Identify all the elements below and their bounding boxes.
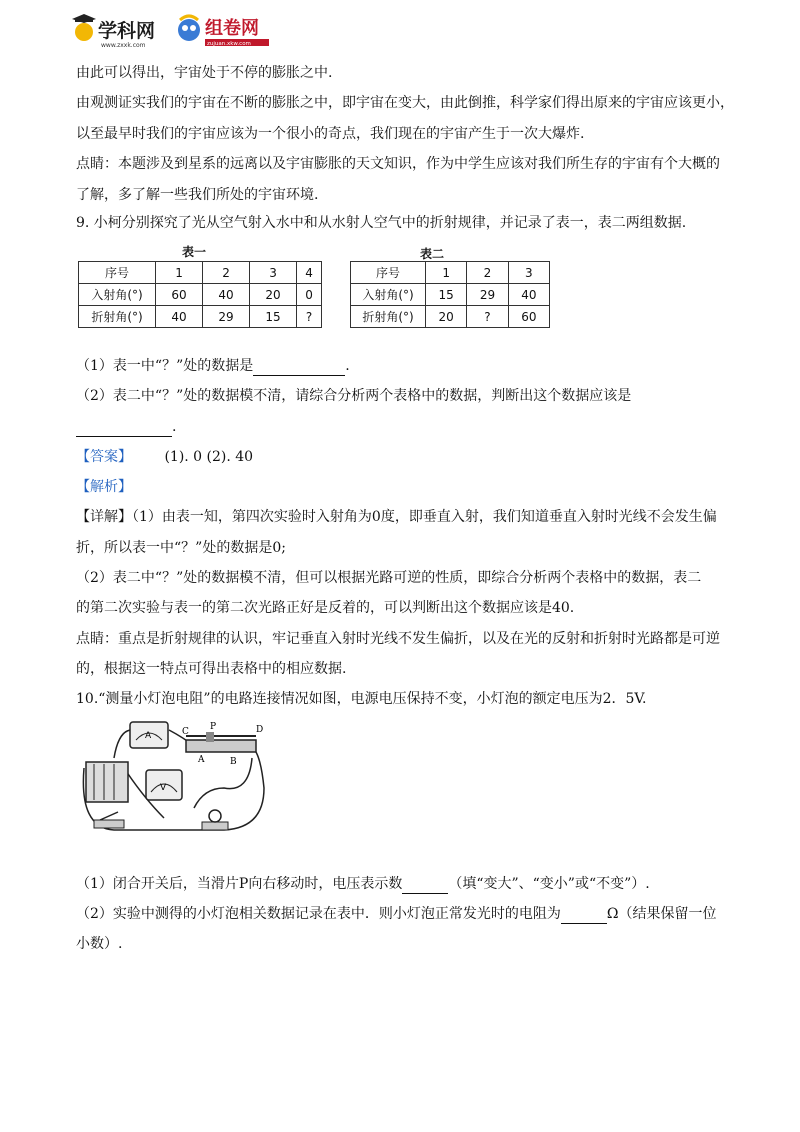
table-cell: 20 [250, 284, 297, 306]
table-cell: 0 [297, 284, 322, 306]
table-cell: 4 [297, 262, 322, 284]
bulb-icon [202, 810, 228, 830]
q10-1-end: （填“变大”、“变小”或“不变”）. [448, 876, 650, 892]
table-row [351, 306, 550, 328]
q10-2-end: Ω（结果保留一位 [606, 906, 717, 922]
table-cell: 15 [426, 284, 467, 306]
table-cell: 29 [203, 306, 250, 328]
table-cell: 1 [156, 262, 203, 284]
answer-line [76, 447, 253, 467]
text-line: 了解，多了解一些我们所处的宇宙环境. [76, 187, 319, 203]
table-row [79, 262, 322, 284]
table-2 [350, 261, 550, 328]
question-10-part-2 [76, 904, 717, 924]
detail-label: 【详解】 [76, 509, 132, 525]
text-line: 由此可以得出，宇宙处于不停的膨胀之中. [76, 65, 333, 81]
table-cell: 入射角(°) [79, 284, 156, 306]
question-9-part-2: （2）表二中“？”处的数据模不清，请综合分析两个表格中的数据，判断出这个数据应该是 [76, 388, 632, 404]
circuit-label: B [230, 757, 237, 767]
table-row [79, 306, 322, 328]
table-cell: 序号 [79, 262, 156, 284]
ammeter-icon [130, 722, 168, 748]
q10-1-text: （1）闭合开关后，当滑片P向右移动时，电压表示数 [76, 876, 403, 892]
text-line: 小数）. [76, 936, 123, 952]
answer-blank [253, 375, 345, 376]
answer-blank [402, 893, 448, 894]
zujuanwang-logo [175, 10, 295, 50]
circuit-label: D [256, 725, 264, 735]
logo1-text: 学科网 [98, 20, 156, 42]
table-cell: 入射角(°) [351, 284, 426, 306]
table-cell: 2 [467, 262, 508, 284]
table-cell: 15 [250, 306, 297, 328]
table-cell: 序号 [351, 262, 426, 284]
table-row [351, 262, 550, 284]
table-cell: 60 [156, 284, 203, 306]
q9-1-end: . [345, 358, 350, 374]
table-row [79, 284, 322, 306]
voltmeter-icon [146, 770, 182, 800]
detail-line [76, 507, 717, 527]
answer-label: 【答案】 [76, 449, 132, 465]
table-1 [78, 261, 322, 328]
switch-icon [94, 812, 124, 828]
logo1-sub: www.zxxk.com [101, 42, 146, 49]
table-cell: 折射角(°) [351, 306, 426, 328]
text-line: 以至最早时我们的宇宙应该为一个很小的奇点，我们现在的宇宙产生于一次大爆炸. [76, 126, 585, 142]
table1-caption: 表一 [182, 245, 207, 259]
answer-blank [561, 923, 607, 924]
question-9: 9. 小柯分别探究了光从空气射入水中和从水射人空气中的折射规律，并记录了表一，表二两组数据. [76, 215, 687, 231]
question-9-part-2-blank [76, 417, 176, 437]
question-9-part-1 [76, 356, 350, 376]
q9-1-text: （1）表一中“？”处的数据是 [76, 358, 254, 374]
table-cell: 40 [203, 284, 250, 306]
table-cell: 40 [508, 284, 549, 306]
table-cell: 2 [203, 262, 250, 284]
table-cell: 3 [508, 262, 549, 284]
circuit-label: A [145, 731, 152, 741]
table-cell: ? [467, 306, 508, 328]
circuit-label: V [160, 783, 167, 793]
text-line: 由观测证实我们的宇宙在不断的膨胀之中，即宇宙在变大，由此倒推，科学家们得出原来的宇宙应该更小， [76, 95, 734, 111]
text-line: 折，所以表一中“？”处的数据是0; [76, 540, 286, 556]
logo2-sub: zujuan.xkw.com [207, 41, 251, 47]
text-line: 的，根据这一特点可得出表格中的相应数据. [76, 661, 347, 677]
text-line: 的第二次实验与表一的第二次光路正好是反着的，可以判断出这个数据应该是40. [76, 600, 575, 616]
table-cell: 折射角(°) [79, 306, 156, 328]
q9-2-end: . [172, 419, 177, 435]
question-10-part-1 [76, 874, 650, 894]
detail-text: （1）由表一知，第四次实验时入射角为0度，即垂直入射，我们知道垂直入射时光线不会发生偏 [132, 509, 717, 525]
table-cell: ? [297, 306, 322, 328]
answer-blank [76, 436, 172, 437]
text-line: （2）表二中“？”处的数据模不清，但可以根据光路可逆的性质，即综合分析两个表格中的数据，表二 [76, 570, 702, 586]
xuekewang-logo [72, 10, 167, 50]
circuit-label: P [210, 722, 217, 732]
text-line: 点睛：本题涉及到星系的远离以及宇宙膨胀的天文知识，作为中学生应该对我们所生存的宇宙有个大概的 [76, 156, 720, 172]
page-header [72, 10, 292, 50]
table-cell: 29 [467, 284, 508, 306]
text-line: 点睛：重点是折射规律的认识，牢记垂直入射时光线不发生偏折，以及在光的反射和折射时光路都是可逆 [76, 631, 720, 647]
circuit-label: C [182, 727, 189, 737]
q10-2-text: （2）实验中测得的小灯泡相关数据记录在表中．则小灯泡正常发光时的电阻为 [76, 906, 561, 922]
circuit-label: A [198, 755, 205, 765]
analysis-label: 【解析】 [76, 479, 132, 495]
circuit-diagram [74, 718, 274, 842]
table-cell: 3 [250, 262, 297, 284]
table-row [351, 284, 550, 306]
battery-icon [86, 762, 128, 802]
question-10: 10.“测量小灯泡电阻”的电路连接情况如图，电源电压保持不变，小灯泡的额定电压为2．5V. [76, 691, 647, 707]
table-cell: 60 [508, 306, 549, 328]
table2-caption: 表二 [420, 247, 445, 261]
answer-text: (1). 0 (2). 40 [164, 449, 254, 465]
table-cell: 40 [156, 306, 203, 328]
table-cell: 20 [426, 306, 467, 328]
logo2-text: 组卷网 [205, 18, 259, 39]
table-cell: 1 [426, 262, 467, 284]
